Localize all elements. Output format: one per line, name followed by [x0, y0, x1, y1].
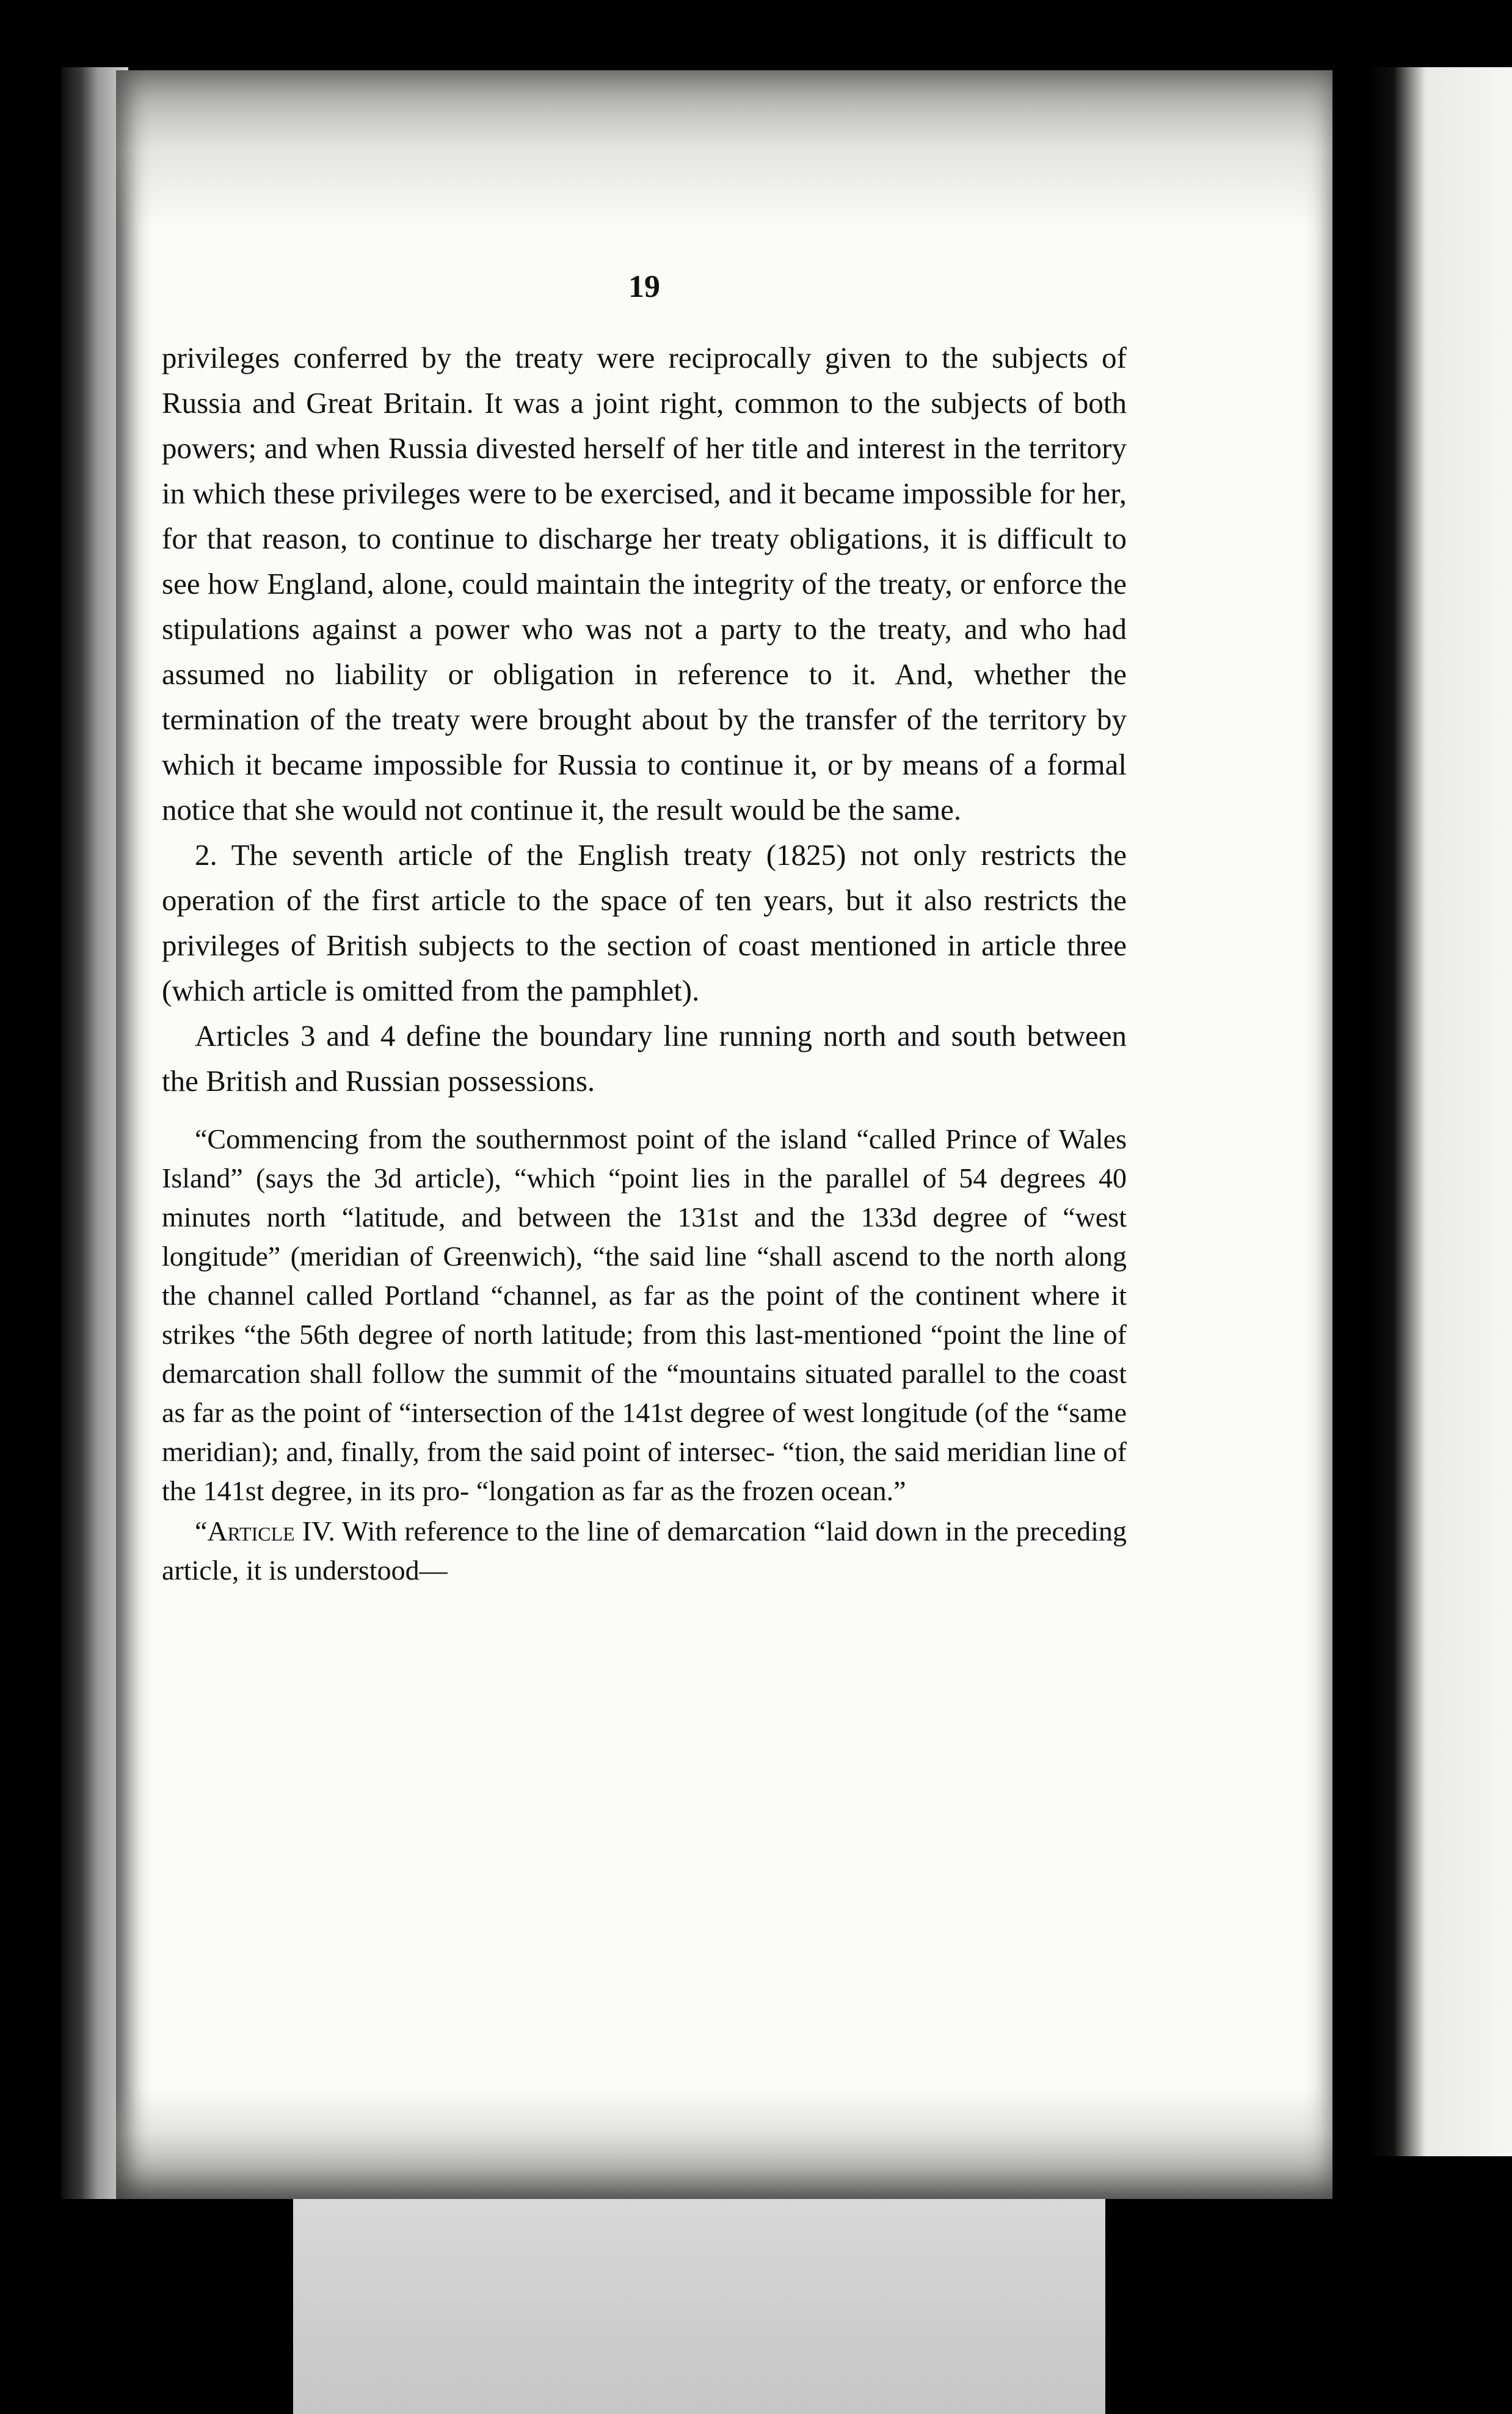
page-text	[162, 269, 1127, 1590]
page-top-stain	[116, 70, 1332, 229]
quote-article-4	[162, 1512, 1127, 1590]
scan-bottom-strip	[293, 2199, 1105, 2414]
paragraph-seventh-article: 2. The seventh article of the English treaty (1825) not only restricts the operation of the first article to the space of ten years, but it also restricts the privileges of British subjects to the section of coast mentioned in article three (which article is omitted from the pamphlet).	[162, 838, 1127, 1007]
article-4-heading: “Article IV.	[195, 1515, 335, 1547]
article-4-text: With reference to the line of demarcation “laid down in the preceding article, it is understood—	[162, 1515, 1127, 1586]
page-number: 19	[628, 269, 660, 304]
page-bottom-stain	[116, 2089, 1332, 2199]
paragraph-continuation: privileges conferred by the treaty were reciprocally given to the subjects of Russia and Great Britain. It was a joint right, common to the subjects of both powers; and when Russia divested herself of her title and interest in the territory in which these privileges were to be exercised, and it became impossible for her, for that reason, to continue to discharge her treaty obligations, it is difficult to see how England, alone, could maintain the integrity of the treaty, or enforce the stipulations against a power who was not a party to the treaty, and who had assumed no liability or obligation in reference to it. And, whether the termination of the treaty were brought about by the transfer of the territory by which it became impossible for Russia to continue it, or by means of a formal notice that she would not continue it, the result would be the same.	[162, 341, 1127, 826]
quote-article-3: “Commencing from the southernmost point of the island “called Prince of Wales Island” (says the 3d article), “which “point lies in the parallel of 54 degrees 40 minutes north “latitude, and between the 131st and the 133d degree of “west longitude” (meridian of Greenwich), “the said line “shall ascend to the north along the channel called Portland “channel, as far as the point of the continent where it strikes “the 56th degree of north latitude; from this last-mentioned “point the line of demarcation shall follow the summit of the “mountains situated parallel to the coast as far as the point of “intersection of the 141st degree of west longitude (of the “same meridian); and, finally, from the said point of intersec- “tion, the said meridian line of the 141st degree, in its pro- “longation as far as the frozen ocean.”	[162, 1123, 1127, 1506]
facing-page-edge	[1368, 67, 1512, 2156]
paragraph-boundary-articles: Articles 3 and 4 define the boundary line running north and south between the British and Russian possessions.	[162, 1019, 1127, 1098]
